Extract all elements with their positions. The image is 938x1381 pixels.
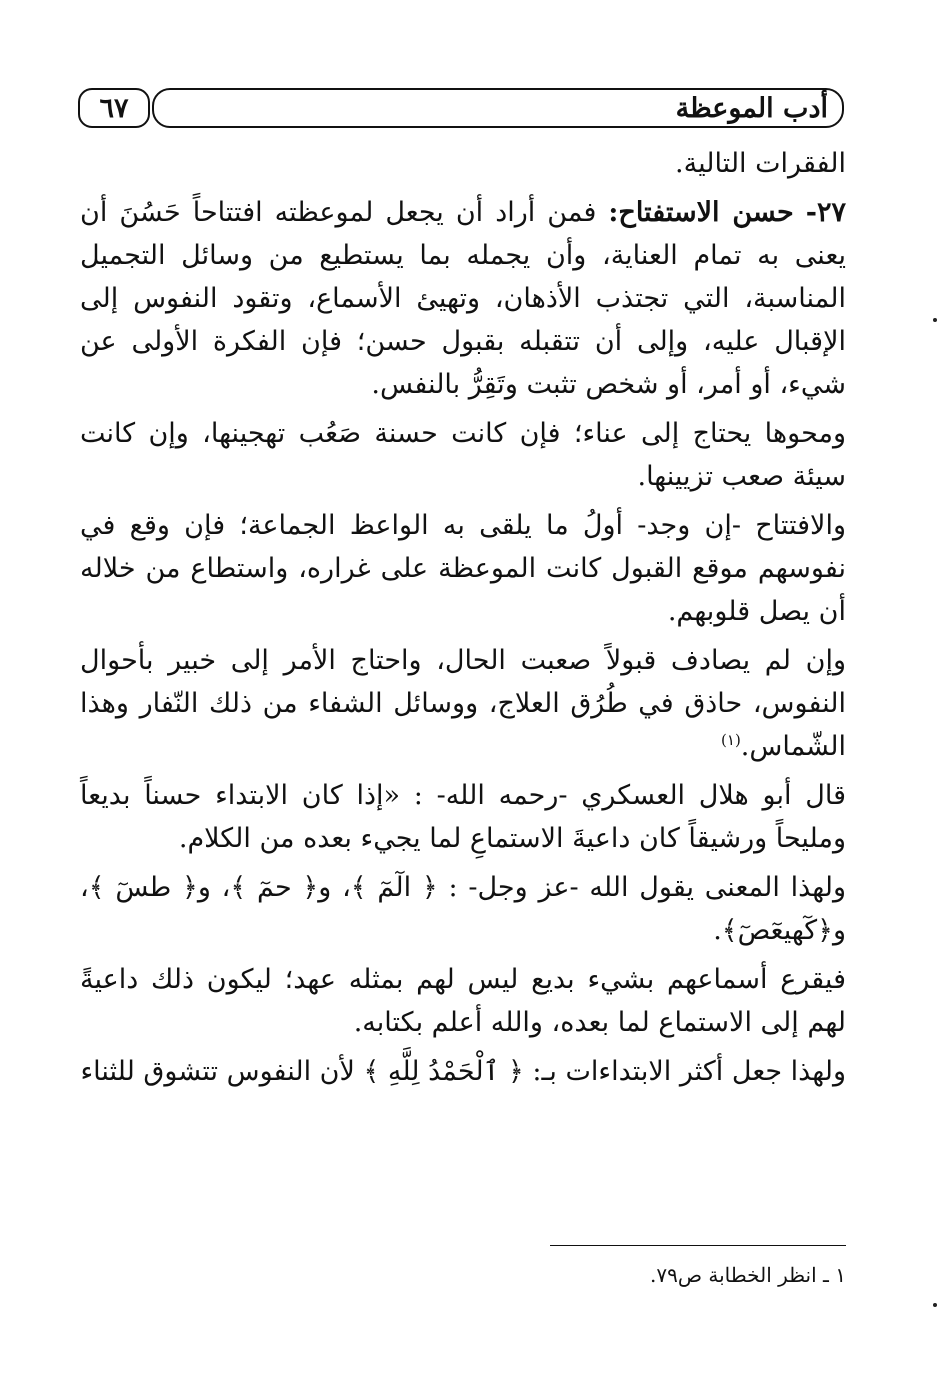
page-number-box	[78, 88, 150, 128]
paragraph	[80, 774, 846, 860]
paragraph-text: ومحوها يحتاج إلى عناء؛ فإن كانت حسنة صَعُب تهجينها، وإن كانت سيئة صعب تزيينها.	[80, 418, 846, 492]
paragraph	[80, 412, 846, 498]
paragraph	[80, 639, 846, 768]
paragraph-text: ولهذا جعل أكثر الابتداءات بـ: ﴿ ٱلْحَمْدُ لِلَّهِ ﴾ لأن النفوس تتشوق للثناء	[80, 1056, 846, 1087]
item-keyword: حسن الاستفتاح:	[608, 197, 794, 228]
paragraph-text: والافتتاح -إن وجد- أولُ ما يلقى به الواعظ الجماعة؛ فإن وقع في نفوسهم موقع القبول كانت الموعظة على غراره، واستطاع من خلاله أن يصل قلوبهم.	[80, 510, 846, 627]
item-number: ٢٧-	[805, 197, 846, 228]
page-number: ٦٧	[99, 93, 129, 124]
paragraph-text: وإن لم يصادف قبولاً صعبت الحال، واحتاج الأمر إلى خبير بأحوال النفوس، حاذق في طُرُق العلاج، ووسائل الشفاء من ذلك النّفار وهذا الشّماس.	[80, 645, 846, 762]
paragraph	[80, 1050, 846, 1093]
paragraph-text: فيقرع أسماعهم بشيء بديع ليس لهم بمثله عهد؛ ليكون ذلك داعيةً لهم إلى الاستماع لما بعده، والله أعلم بكتابه.	[80, 964, 846, 1038]
paragraph-text: ولهذا المعنى يقول الله -عز وجل- : ﴿ الٓمٓ ﴾، و﴿ حمٓ ﴾، و﴿ طسٓ ﴾، و﴿كٓهيعٓصٓ﴾.	[80, 872, 846, 946]
footnote-reference: (١)	[721, 731, 741, 749]
running-header-box	[152, 88, 844, 128]
paragraph-text: قال أبو هلال العسكري -رحمه الله- : «إذا كان الابتداء حسناً بديعاً ومليحاً ورشيقاً كان داعيةَ الاستماعِ لما يجيء بعده من الكلام.	[80, 780, 846, 854]
scan-speck	[933, 318, 937, 322]
footnote-divider	[550, 1245, 846, 1246]
paragraph	[80, 958, 846, 1044]
footnote: ١ ـ انظر الخطابة ص٧٩.	[650, 1263, 846, 1287]
running-header-title: أدب الموعظة	[675, 93, 828, 124]
paragraph-text: الفقرات التالية.	[675, 148, 846, 179]
scan-speck	[933, 1303, 937, 1307]
paragraph-item-27	[80, 191, 846, 406]
paragraph	[80, 504, 846, 633]
body-text	[80, 142, 846, 1202]
paragraph-text: حسن الاستفتاح: فمن أراد أن يجعل لموعظته افتتاحاً حَسُنَ أن يعنى به تمام العناية، وأن يجمله بما يستطيع من وسائل التجميل المناسبة، التي تجتذب الأذهان، وتهيئ الأسماع، وتقود النفوس إلى الإقبال عليه، وإلى أن تتقبله بقبول حسن؛ فإن الفكرة الأولى عن شيء، أو أمر، أو شخص تثبت وتَقِرُّ بالنفس.	[80, 197, 846, 400]
paragraph	[80, 866, 846, 952]
paragraph-continuation	[80, 142, 846, 185]
